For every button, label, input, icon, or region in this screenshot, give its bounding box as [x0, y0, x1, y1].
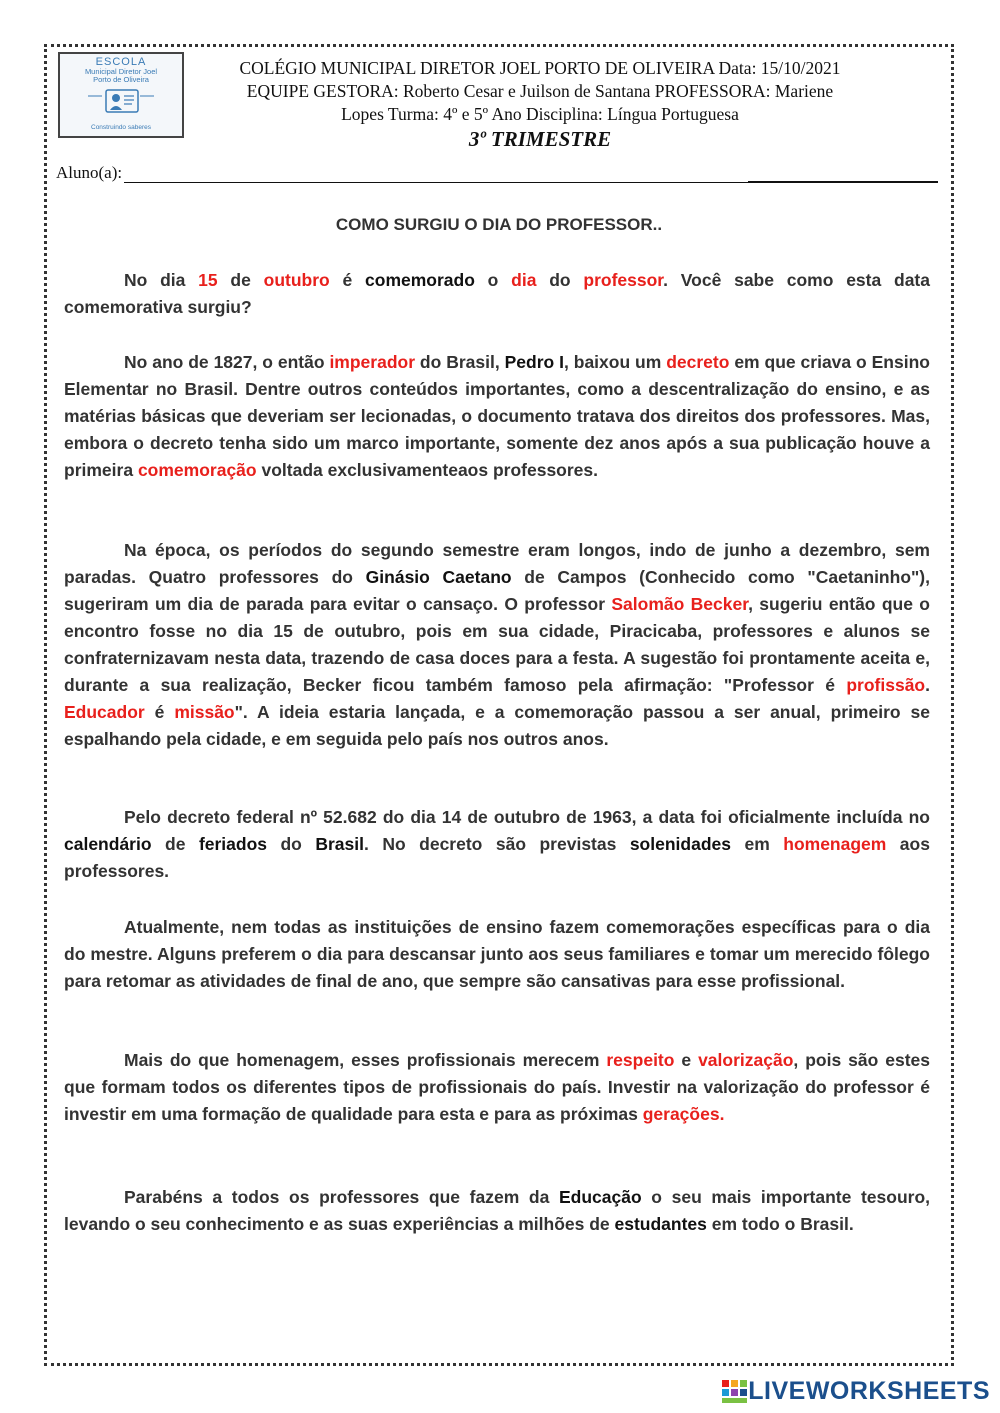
text-run: , pois são estes que formam todos os diferentes tipos de profissionais do país. Investir na valorização do professor é investir em uma formação de qualidade para esta e para as próximas [64, 1050, 930, 1124]
text-run: Parabéns a todos os professores que fazem da [124, 1187, 559, 1207]
text-run: de Campos (Conhecido como "Caetaninho"), sugeriram um dia de parada para evitar o cansaço. O professor [64, 567, 930, 614]
text-run: voltada exclusivamenteaos professores. [256, 460, 599, 480]
text-run: em que criava o Ensino Elementar no Brasil. Dentre outros conteúdos importantes, como a descentralização do ensino, e as matérias básicas que deveriam ser lecionadas, o documento tratava dos direitos dos professores. Mas, embora o decreto tenha sido um marco importante, somente dez anos após a sua publicação houve a primeira [64, 352, 930, 480]
student-name-field[interactable] [124, 164, 748, 183]
highlighted-word: 15 [198, 270, 218, 290]
highlighted-word: Ginásio Caetano [365, 567, 512, 587]
liveworksheets-text: LIVEWORKSHEETS [748, 1377, 990, 1405]
text-run: No dia [124, 270, 199, 290]
logo-line-1: Municipal Diretor Joel [84, 67, 158, 76]
school-header-line-2: EQUIPE GESTORA: Roberto Cesar e Juilson de Santana PROFESSORA: Mariene [246, 81, 834, 101]
text-run: Pelo decreto federal nº 52.682 do dia 14 de outubro de 1963, a data foi oficialmente incluída no [124, 807, 930, 827]
highlighted-word: Educador [64, 702, 145, 722]
article-title: COMO SURGIU O DIA DO PROFESSOR.. [335, 215, 663, 234]
highlighted-word: Pedro I [504, 352, 564, 372]
liveworksheets-icon [722, 1380, 748, 1404]
school-logo [58, 52, 184, 138]
highlighted-word: comemoração [137, 460, 257, 480]
student-extra-field [748, 163, 938, 183]
paragraph-1 [64, 267, 930, 321]
paragraph-2 [64, 349, 930, 484]
student-name-row [56, 163, 938, 183]
text-run: o [474, 270, 512, 290]
school-header-line-1: COLÉGIO MUNICIPAL DIRETOR JOEL PORTO DE OLIVEIRA Data: 15/10/2021 [239, 58, 841, 78]
text-run: do [267, 834, 316, 854]
paragraph-6 [64, 1047, 930, 1128]
logo-footer: Construindo saberes [91, 124, 151, 131]
text-run: e [674, 1050, 699, 1070]
highlighted-word: outubro [263, 270, 330, 290]
highlighted-word: Salomão Becker [611, 594, 749, 614]
highlighted-word: comemorado [365, 270, 475, 290]
text-run: de [217, 270, 264, 290]
liveworksheets-logo[interactable] [722, 1377, 990, 1406]
highlighted-word: valorização [698, 1050, 794, 1070]
text-run: do [536, 270, 584, 290]
highlighted-word: gerações. [642, 1104, 725, 1124]
text-run: aos professores. [64, 834, 930, 881]
paragraph-5 [64, 914, 930, 995]
text-run: Atualmente, nem todas as instituições de ensino fazem comemorações específicas para o dia do mestre. Alguns preferem o dia para descansar junto aos seus familiares e tomar um merecido fôlego para retomar as atividades de final de ano, que sempre são cansativas para esse profissional. [64, 917, 930, 991]
logo-title: ESCOLA [95, 56, 147, 68]
highlighted-word: imperador [329, 352, 416, 372]
paragraph-3 [64, 537, 930, 753]
highlighted-word: homenagem [783, 834, 887, 854]
text-run: em todo o Brasil. [706, 1214, 854, 1234]
text-run: ". A ideia estaria lançada, e a comemoração passou a ser anual, primeiro se espalhando pela cidade, e em seguida pelo país nos outros anos. [64, 702, 930, 749]
teacher-board-icon [86, 86, 156, 122]
text-run: é [329, 270, 366, 290]
text-run: de [151, 834, 199, 854]
term-title: 3º TRIMESTRE [468, 127, 612, 151]
text-run: , baixou um [563, 352, 667, 372]
text-run: Mais do que homenagem, esses profissionais merecem [124, 1050, 607, 1070]
highlighted-word: estudantes [614, 1214, 707, 1234]
text-run: o seu mais importante tesouro, levando o seu conhecimento e as suas experiências a milhões de [64, 1187, 931, 1234]
text-run: , sugeriu então que o encontro fosse no dia 15 de outubro, pois em sua cidade, Piracicaba, professores e alunos se confraternizavam nesta data, trazendo de casa doces para a festa. A sugestão foi prontamente aceita e, durante a sua realização, Becker ficou também famoso pela afirmação: "Professor é [64, 594, 930, 695]
highlighted-word: decreto [666, 352, 730, 372]
student-name-label: Aluno(a): [56, 163, 123, 182]
text-run: em [730, 834, 784, 854]
text-run: do Brasil, [415, 352, 505, 372]
text-run: . Você sabe como esta data comemorativa surgiu? [64, 270, 930, 317]
text-run: Na época, os períodos do segundo semestre eram longos, indo de junho a dezembro, sem paradas. Quatro professores do [64, 540, 930, 587]
highlighted-word: feriados [198, 834, 268, 854]
text-run: . No decreto são previstas [364, 834, 630, 854]
highlighted-word: dia [511, 270, 537, 290]
logo-line-2: Porto de Oliveira [93, 75, 149, 84]
text-run: é [144, 702, 175, 722]
paragraph-4 [64, 804, 930, 885]
paragraph-7 [64, 1184, 930, 1238]
text-run: No ano de 1827, o então [124, 352, 330, 372]
highlighted-word: solenidades [629, 834, 731, 854]
highlighted-word: Brasil [315, 834, 364, 854]
highlighted-word: calendário [64, 834, 152, 854]
highlighted-word: profissão [846, 675, 926, 695]
highlighted-word: respeito [606, 1050, 675, 1070]
school-header-line-3: Lopes Turma: 4º e 5º Ano Disciplina: Língua Portuguesa [341, 104, 739, 124]
highlighted-word: Educação [558, 1187, 642, 1207]
highlighted-word: missão [174, 702, 235, 722]
text-run: . [925, 675, 930, 695]
highlighted-word: professor [583, 270, 664, 290]
